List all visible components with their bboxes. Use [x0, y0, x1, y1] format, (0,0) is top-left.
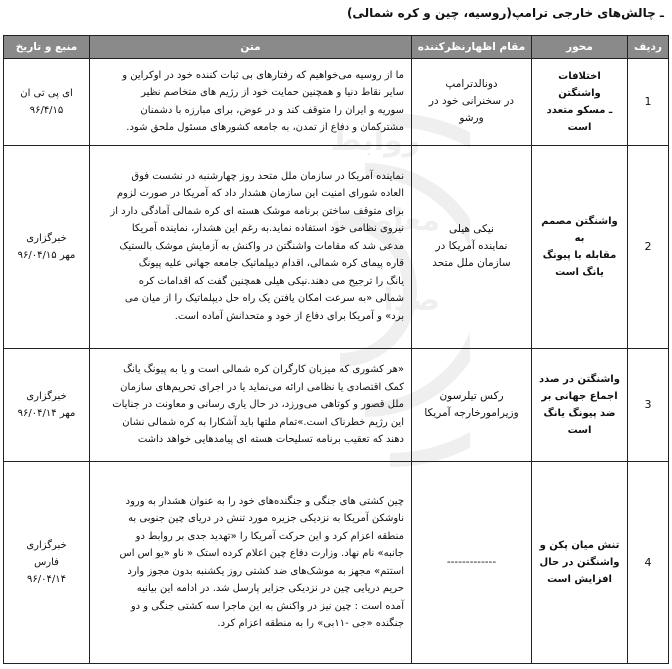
- statement-text-cell-line: آمده است : چین نیز در واکنش به این ماجرا سه کشتی جنگی و دو: [130, 600, 404, 612]
- watermark-text-2: معاونت: [331, 203, 440, 238]
- statement-text-cell-line: جنگنده «جی -۱۱بی» را به منطقه اعزام کرد.: [217, 618, 404, 630]
- table-row: [4, 59, 669, 146]
- statement-text-cell-line: مشترکمان و دفاع از تمدن، به جامعه کشورهای مسئول ملحق شود.: [126, 122, 404, 134]
- speaker-cell-line: رکس تیلرسون: [439, 389, 504, 402]
- axis-cell-line: تنش میان پکن و: [539, 540, 620, 552]
- axis-cell-line: واشنگتن در حال: [539, 557, 620, 569]
- source-date-cell: [4, 145, 90, 348]
- speaker-cell: [412, 145, 532, 348]
- axis-cell-line: مقابله با پیونگ: [542, 249, 617, 261]
- header-axis: محور: [532, 36, 628, 59]
- source-date-cell-line: خبرگزاری: [26, 232, 67, 244]
- row-index-cell: 1: [628, 59, 669, 146]
- axis-cell-line: ـ مسکو متعدد: [546, 104, 613, 116]
- speaker-cell-line: وزیرامورخارجه آمریکا: [424, 406, 519, 419]
- statement-text-cell-line: ملل قصور و کوتاهی می‌ورزد، در حال یاری رسانی و معاونت در جنایات: [112, 399, 404, 411]
- header-source: منبع و تاریخ: [4, 36, 90, 59]
- axis-cell: [532, 462, 628, 664]
- statement-text-cell-line: شمالی «به سرعت امکان یافتن یک راه حل دیپلماتیک را از میان می: [124, 293, 404, 305]
- speaker-cell: [412, 348, 532, 462]
- statement-text-cell: [90, 145, 412, 348]
- row-index-cell: 3: [628, 348, 669, 462]
- speaker-cell-line: ورشو: [459, 112, 484, 125]
- table-row: [4, 348, 669, 462]
- axis-cell-line: است: [567, 424, 592, 436]
- statement-text-cell-line: استتم» مجهز به موشک‌های ضد کشتی روز یکشنبه بدون مجوز وارد: [127, 565, 404, 577]
- statement-text-cell: [90, 59, 412, 146]
- statement-text-cell-line: نماینده آمریکا در سازمان ملل متحد روز چهارشنبه در نشست فوق: [131, 170, 404, 182]
- axis-cell-line: اجماع جهانی بر: [541, 390, 618, 402]
- statement-text-cell-line: «هر کشوری که میزبان کارگران کره شمالی است و یا به پیونگ یانگ: [123, 364, 404, 376]
- source-date-cell-line: ۹۶/۰۴/۱۴: [27, 574, 66, 586]
- watermark-text-1: روابط: [330, 123, 420, 158]
- header-index: ردیف: [628, 36, 669, 59]
- statement-text-cell: [90, 462, 412, 664]
- statement-text-cell-line: برای متوقف ساختن برنامه موشک هسته ای کره شمالی آمادگی دارد از: [110, 205, 404, 217]
- statement-text-cell: [90, 348, 412, 462]
- statement-text-cell-line: ما از روسیه می‌خواهیم که رفتارهای بی ثبات کننده خود در اوکراین و: [122, 69, 404, 81]
- header-speaker: مقام اظهارنظرکننده: [412, 36, 532, 59]
- statement-text-cell-line: برد» و آمریکا برای دفاع از خود و متحدانش آماده است.: [174, 310, 404, 322]
- statement-text-cell-line: نیروی نظامی خود استفاده نماید.به رغم این هشدار، نماینده آمریکا: [131, 223, 404, 235]
- table-header-row: [4, 36, 669, 59]
- statement-text-cell-line: قاره پیمای کره شمالی، اقدام دیپلماتیک جامعه جهانی علیه پیونگ: [138, 258, 404, 270]
- statement-text-cell-line: جانبه» نام نهاد. وزارت دفاع چین اعلام کرده استک « ناو «یو اس اس: [119, 548, 404, 560]
- statement-text-cell-line: یانگ را ترجیح می دهند.نیکی هیلی همچنین گفت که اقدامات کره: [138, 275, 404, 287]
- axis-cell: [532, 59, 628, 146]
- axis-cell-line: ضد پیونگ یانگ: [543, 407, 616, 419]
- axis-cell: [532, 145, 628, 348]
- source-date-cell-line: خبرگزاری: [26, 390, 67, 402]
- axis-cell-line: است: [567, 121, 592, 133]
- statement-text-cell-line: حریم دریایی چین در نزدیکی جزایر پارسل شد. در ادامه این بیانیه: [136, 583, 404, 595]
- source-date-cell-line: ۹۶/۴/۱۵: [29, 104, 64, 116]
- table-row: [4, 145, 669, 348]
- speaker-cell: [412, 59, 532, 146]
- header-text: متن: [90, 36, 412, 59]
- source-date-cell-line: مهر ۹۶/۰۴/۱۴: [17, 407, 76, 419]
- statement-text-cell-line: چین کشتی های جنگی و جنگنده‌های خود را به عنوان هشدار به ورود: [125, 495, 404, 507]
- statement-text-cell-line: سایر نقاط دنیا و همچنین حمایت خود از رژیم های متخاصم نظیر: [141, 87, 404, 99]
- speaker-cell-line: دونالدترامپ: [445, 78, 498, 91]
- source-date-cell-line: خبرگزاری: [26, 540, 67, 552]
- watermark-text-3: صدا: [383, 283, 440, 318]
- statement-text-cell-line: کمک اقتصادی یا نظامی ارائه می‌نماید یا در اجرای تحریم‌های سازمان: [120, 381, 404, 393]
- statement-text-cell-line: این رژیم خطرناک است.»تمام ملتها باید آشکارا به کره شمالی نشان: [122, 416, 404, 428]
- table-row: [4, 462, 669, 664]
- speaker-cell-line: -------------: [446, 556, 497, 569]
- source-date-cell: [4, 348, 90, 462]
- source-date-cell: [4, 462, 90, 664]
- source-date-cell-line: فارس: [34, 557, 59, 569]
- statement-text-cell-line: ناوشکن آمریکا به نزدیکی جزیره مورد تنش در دریای چین جنوبی به: [128, 513, 404, 525]
- statement-text-cell-line: سوریه و ایران را متوقف کند و در عوض، برای مبارزه با دشمنان: [140, 104, 404, 116]
- axis-cell-line: واشنگتن در صدد: [539, 373, 620, 385]
- speaker-cell-line: سازمان ملل متحد: [432, 257, 511, 270]
- axis-cell: [532, 348, 628, 462]
- statement-text-cell-line: منطقه اعزام کرد و این حرکت آمریکا را «تهدید جدی بر روابط دو: [135, 530, 404, 542]
- speaker-cell: [412, 462, 532, 664]
- statements-table: [3, 35, 669, 664]
- speaker-cell-line: نیکی هیلی: [449, 223, 494, 236]
- speaker-cell-line: نماینده آمریکا در: [435, 240, 508, 253]
- axis-cell-line: واشنگتن مصمم به: [541, 215, 618, 244]
- statement-text-cell-line: دهند که تعقیب برنامه تسلیحات هسته ای پیامدهایی خواهد داشت: [137, 434, 404, 446]
- page-title: ـ چالش‌های خارجی ترامپ(روسیه، چین و کره شمالی): [346, 6, 664, 20]
- axis-cell-line: یانگ است: [555, 266, 604, 278]
- source-date-cell-line: ای پی تی ان: [20, 87, 73, 99]
- source-date-cell-line: مهر ۹۶/۰۴/۱۵: [17, 249, 76, 261]
- row-index-cell: 4: [628, 462, 669, 664]
- axis-cell-line: افزایش است: [547, 574, 612, 586]
- source-date-cell: [4, 59, 90, 146]
- axis-cell-line: اختلافات واشنگتن: [558, 70, 601, 99]
- row-index-cell: 2: [628, 145, 669, 348]
- statement-text-cell-line: العاده شورای امنیت این سازمان هشدار داد که آمریکا در صورت لزوم: [116, 188, 404, 200]
- speaker-cell-line: در سخنرانی خود در: [428, 95, 515, 108]
- statement-text-cell-line: مدعی شد که مقامات واشنگتن در واکنش به آزمایش موشک بالستیک: [119, 240, 404, 252]
